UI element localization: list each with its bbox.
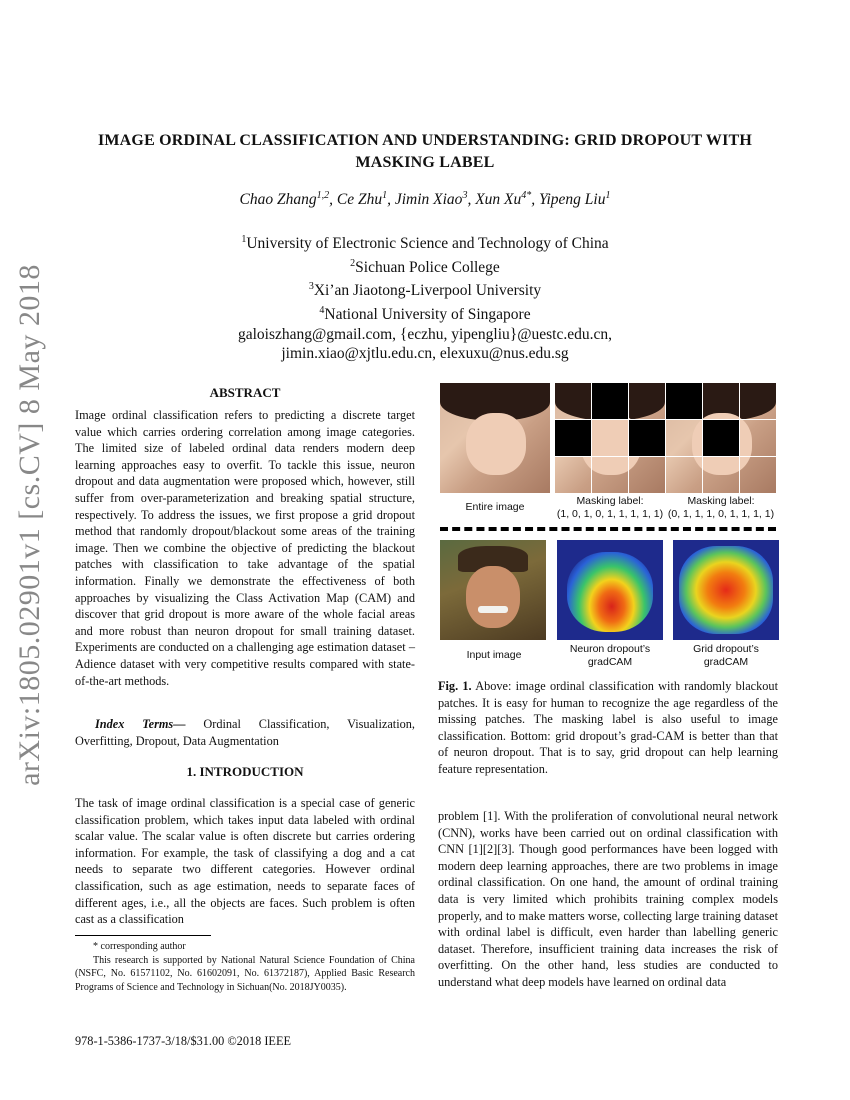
blackout-patch	[703, 420, 739, 456]
baby-image-masked-2	[666, 383, 776, 493]
index-terms-text: Ordinal Classification, Visualization, Overfitting, Dropout, Data Augmentation	[75, 717, 415, 748]
author-name: Ce Zhu	[336, 191, 383, 209]
affiliation-name: University of Electronic Science and Technology of China	[246, 235, 609, 253]
footnote-rule	[75, 935, 211, 936]
author-name: Xun Xu	[475, 191, 522, 209]
author-sup: 4*	[521, 190, 532, 201]
intro-left-text: The task of image ordinal classification is a special case of generic classification problem, which takes input data labeled with ordinal scalar value. The scalar value is often discrete but carries ordering information. For example, the task of classifying a dog and a cat needs to separate two different categories. However ordinal classification, such as age estimation, needs to separate faces of different ages, i.e., all the objects are faces. Such problem is often cast as a classification	[75, 796, 415, 927]
arxiv-sidebar-id: arXiv:1805.02901v1 [cs.CV] 8 May 2018	[13, 264, 46, 786]
baby-face	[466, 413, 526, 475]
affiliation-name: National University of Singapore	[324, 306, 531, 324]
blackout-patch	[666, 383, 702, 420]
paper-title	[60, 130, 790, 174]
affiliations	[60, 230, 790, 364]
grid-line	[666, 456, 776, 457]
author-name: Yipeng Liu	[539, 191, 606, 209]
author-sup: 3	[462, 190, 468, 201]
blackout-patch	[592, 383, 628, 420]
affiliation-line	[60, 301, 790, 325]
caption-line: Input image	[466, 649, 522, 661]
caption-line: Neuron dropout’s	[569, 643, 651, 655]
affiliation-sup: 1	[241, 234, 247, 245]
caption-line: gradCAM	[703, 656, 749, 668]
index-terms	[75, 716, 415, 749]
abstract-heading: ABSTRACT	[209, 385, 281, 400]
caption-line: (1, 0, 1, 0, 1, 1, 1, 1, 1)	[556, 508, 664, 520]
man-input-image	[440, 540, 546, 640]
copyright-line: 978-1-5386-1737-3/18/$31.00 ©2018 IEEE	[75, 1034, 291, 1048]
intro-right-text: problem [1]. With the proliferation of convolutional neural network (CNN), works have been carried out on ordinal classification with CNN [1][2][3]. Though good performances have been logged with modern deep learning approaches, there are two problems in image ordinal classification. On one hand, the amount of ordinal training data is very limited which prohibits training complex models properly, and to make matters worse, collecting large training dataset with ordinal label is difficult, even harder than labelling generic dataset. Therefore, insufficient training data increases the risk of overfitting. On the other hand, less studies are conducted to understand what deep models have learned on ordinal data	[438, 809, 778, 989]
caption-line: (0, 1, 1, 1, 0, 1, 1, 1, 1)	[667, 508, 775, 520]
caption-line: gradCAM	[587, 656, 633, 668]
man-smile	[478, 606, 508, 613]
grid-line	[628, 383, 629, 493]
email-line-1: galoiszhang@gmail.com, {eczhu, yipengliu}@uestc.edu.cn,	[238, 325, 612, 343]
heatmap-blob	[679, 546, 773, 634]
author-sup: 1	[382, 190, 388, 201]
caption-entire-image	[438, 501, 552, 514]
caption-grid-gradcam	[668, 643, 784, 669]
grid-line	[555, 456, 665, 457]
grid-line	[591, 383, 592, 493]
neuron-dropout-gradcam	[557, 540, 663, 640]
figure-1	[438, 383, 778, 673]
caption-line: Grid dropout’s	[693, 643, 759, 655]
grid-dropout-gradcam	[673, 540, 779, 640]
email-line-2: jimin.xiao@xjtlu.edu.cn, elexuxu@nus.edu.sg	[281, 345, 569, 363]
man-face	[466, 566, 520, 628]
affiliation-line	[60, 230, 790, 254]
footnote	[75, 940, 415, 994]
caption-masking-label-2	[659, 495, 783, 521]
caption-line: Masking label:	[576, 495, 644, 507]
grid-line	[702, 383, 703, 493]
figure-caption-label: Fig. 1.	[438, 679, 472, 693]
affiliation-sup: 4	[319, 304, 325, 316]
grid-line	[666, 419, 776, 420]
affiliation-line	[60, 277, 790, 301]
caption-input-image	[438, 649, 550, 662]
index-terms-label: Index Terms—	[95, 717, 186, 731]
baby-image-entire	[440, 383, 550, 493]
title-line-1: IMAGE ORDINAL CLASSIFICATION AND UNDERSTANDING: GRID DROPOUT WITH	[97, 132, 753, 149]
figure-1-caption	[438, 678, 778, 778]
intro-heading: 1. INTRODUCTION	[186, 764, 304, 779]
caption-neuron-gradcam	[552, 643, 668, 669]
title-line-2: MASKING LABEL	[355, 154, 495, 171]
footnote-funding: This research is supported by National Natural Science Foundation of China (NSFC, No. 61571102, No. 61602091, No. 61372187), Applied Basic Research Programs of Science and Technology in Sichuan(No. 2018JY0035).	[75, 954, 415, 993]
affiliation-name: Sichuan Police College	[355, 258, 500, 276]
blackout-patch	[628, 420, 665, 456]
footnote-corresponding: * corresponding author	[93, 941, 186, 952]
author-sup: 1	[605, 190, 611, 201]
affiliation-name: Xi’an Jiaotong-Liverpool University	[313, 282, 542, 300]
affiliation-sup: 3	[308, 281, 314, 293]
baby-image-masked-1	[555, 383, 665, 493]
author-sup: 1,2	[316, 190, 330, 201]
author-name: Jimin Xiao	[394, 191, 463, 209]
caption-line: Entire image	[465, 501, 525, 513]
figure-caption-text: Above: image ordinal classification with randomly blackout patches. It is easy for human to recognize the age regardless of the missing patches. The masking label is also useful to image classification. Bottom: grid dropout’s grad-CAM is better than that of neuron dropout. That is to say, grid dropout can help learning feature representation.	[438, 679, 778, 776]
abstract-text: Image ordinal classification refers to predicting a discrete target value which carries ordering correlation among image categories. The limited size of labeled ordinal data renders modern deep learning approaches easy to overfit. To tackle this issue, neuron dropout and data augmentation were proposed which, however, still suffer from over-parameterization and breaking spatial structure, respectively. To address the issues, we first propose a grid dropout method that randomly dropout/blackout some areas of the training image. Then we combine the objective of predicting the blackout patches with classification to take advantage of the spatial information. Finally we demonstrate the effectiveness of both approaches by visualizing the Class Activation Map (CAM) and discover that grid dropout is more aware of the whole facial areas and more robust than neuron dropout for small training dataset. Experiments are conducted on a challenging age estimation dataset – Adience dataset with very competitive results compared with state-of-the-art methods.	[75, 408, 415, 688]
caption-line: Masking label:	[687, 495, 755, 507]
author-name: Chao Zhang	[239, 191, 317, 209]
grid-line	[555, 419, 665, 420]
dashed-separator	[440, 527, 776, 531]
blackout-patch	[555, 420, 592, 456]
affiliation-line	[60, 254, 790, 278]
author-list: Chao Zhang$^{1,2}$, Ce Zhu$^1$, Jimin Xiao$^3$, Xun $Xu^{4*}$, Yipeng Liu$^1$	[239, 190, 611, 209]
grid-line	[739, 383, 740, 493]
heatmap-blob	[567, 552, 653, 632]
caption-masking-label-1	[548, 495, 672, 521]
affiliation-sup: 2	[350, 257, 356, 269]
